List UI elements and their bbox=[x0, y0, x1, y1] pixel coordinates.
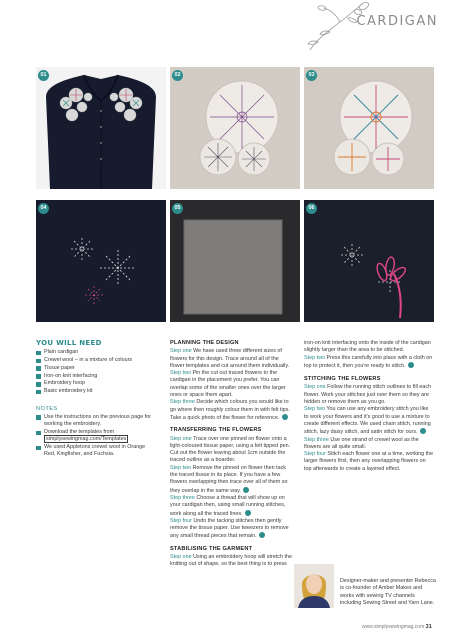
section-heading: STABILISING THE GARMENT bbox=[170, 545, 253, 552]
step-label: Step four bbox=[304, 451, 326, 458]
list-item: Use the instructions on the previous page for working the embroidery. bbox=[36, 414, 154, 429]
page-footer bbox=[362, 624, 432, 630]
running-stitch-photo bbox=[36, 200, 166, 322]
photo-03 bbox=[304, 67, 434, 189]
step-text: Follow the running stitch outlines to fill each flower. Work your stitches just over them so they are hidden or remove them as you go. bbox=[304, 384, 432, 406]
step-label: Step three bbox=[170, 399, 195, 406]
instruction-step bbox=[304, 384, 434, 406]
stitching-photo bbox=[304, 200, 434, 322]
photo-ref-icon bbox=[245, 510, 251, 516]
step-label: Step one bbox=[304, 384, 326, 391]
instruction-step bbox=[170, 554, 294, 569]
materials-list bbox=[36, 349, 154, 395]
instruction-step bbox=[170, 518, 294, 541]
note-text: Download the templates from bbox=[44, 428, 115, 435]
step-label: Step four bbox=[170, 517, 192, 524]
list-item: Tissue paper bbox=[36, 365, 154, 372]
interfacing-photo bbox=[170, 200, 300, 322]
step-text: Choose a thread that will show up on your cardigan then, using small running stitches, work along all the traced lines. bbox=[170, 494, 286, 517]
sidebar-column bbox=[36, 340, 154, 459]
designer-bio: Designer-maker and presenter Rebecca is co-founder of Amber Makes and works with sewing TV channels including Sewing Street and Yarn Lane. bbox=[340, 578, 436, 606]
step-label: Step two bbox=[304, 354, 325, 361]
list-item: Crewel wool – in a mixture of colours bbox=[36, 357, 154, 364]
step-text: Use one strand of crewel wool as the flowers are all quite small. bbox=[304, 436, 419, 450]
you-will-need-heading: YOU WILL NEED bbox=[36, 339, 102, 347]
step-number-badge: 02 bbox=[172, 70, 183, 81]
step-label: Step one bbox=[170, 435, 192, 442]
instruction-step bbox=[304, 406, 434, 436]
step-label: Step two bbox=[170, 370, 191, 377]
notes-list bbox=[36, 414, 154, 459]
step-label: Step two bbox=[304, 406, 325, 413]
list-item: Basic embroidery kit bbox=[36, 388, 154, 395]
step-number-badge: 01 bbox=[38, 70, 49, 81]
photo-ref-icon bbox=[420, 428, 426, 434]
step-text: Decide which colours you would like to go where then roughly colour them in with felt tips. Take a quick photo of the flower for reference. bbox=[170, 399, 290, 421]
page-number: 31 bbox=[425, 624, 432, 630]
step-text: We have used three different sizes of flowers for this design. Trace around all of the flower templates and cut around them individually. bbox=[170, 348, 290, 369]
step-number-badge: 04 bbox=[38, 203, 49, 214]
photo-ref-icon bbox=[259, 532, 265, 538]
step-text: You can use any embroidery stitch you like to work your flowers and it's good to use a mixture to create different effects. We used chain stitch, running stitch, lazy daisy stitch, and satin stitch for ours. bbox=[304, 406, 431, 436]
step-number-badge: 05 bbox=[172, 203, 183, 214]
instruction-step bbox=[304, 437, 434, 452]
photo-ref-icon bbox=[282, 414, 288, 420]
list-item: We used Appletons crewel wool in Orange Red, Kingfisher, and Fuchsia. bbox=[36, 444, 154, 459]
cardigan-photo bbox=[36, 67, 166, 189]
instruction-step bbox=[170, 495, 294, 518]
step-label: Step one bbox=[170, 348, 192, 355]
step-text: Stitch each flower one at a time, working the larger flowers first, then any overlapping flowers on top afterwards to create a layered effect. bbox=[304, 451, 434, 472]
avatar bbox=[294, 564, 334, 608]
list-item: Iron-on knit interfacing bbox=[36, 373, 154, 380]
instruction-step bbox=[304, 355, 434, 371]
section-heading: PLANNING THE DESIGN bbox=[170, 340, 239, 346]
step-text: Trace over one pinned on flower onto a light-coloured tissue paper, using a felt tipped pen. Cut out the flower leaving about 1cm outside the traced outline as a boarder. bbox=[170, 435, 291, 464]
section-title: CARDIGAN bbox=[356, 14, 438, 29]
section-heading: TRANSFERRING THE FLOWERS bbox=[170, 427, 262, 434]
step-label: Step one bbox=[170, 554, 192, 561]
step-label: Step three bbox=[170, 494, 195, 501]
footer-site[interactable]: www.simplysewingmag.com bbox=[362, 624, 425, 630]
notes-heading: NOTES bbox=[36, 405, 58, 412]
templates-link[interactable]: simplysewingmag.com/Templates bbox=[46, 436, 127, 443]
photo-ref-icon bbox=[243, 487, 249, 493]
step-text: Press this carefully into place with a cloth on top to protect it, then you're ready to stitch. bbox=[304, 354, 433, 369]
step-text: Undo the tacking stitches then gently remove the tissue paper. Use tweezers to remove any small thread pieces that remain. bbox=[170, 517, 289, 540]
step-number-badge: 06 bbox=[306, 203, 317, 214]
instruction-step bbox=[170, 370, 294, 399]
step-label: Step three bbox=[304, 436, 329, 443]
photo-ref-icon bbox=[408, 362, 414, 368]
instructions-column-2 bbox=[170, 340, 294, 569]
instruction-continued: iron-on knit interfacing onto the inside of the cardigan slightly larger than the area to be stitched. bbox=[304, 340, 431, 354]
coloured-templates-photo bbox=[304, 67, 434, 189]
instruction-step bbox=[170, 436, 294, 465]
step-text: Using an embroidery hoop will stretch the knitting out of shape, so the best thing is to press bbox=[170, 554, 292, 568]
step-text: Pin the cut out traced flowers to the cardigan in the placement you prefer. You can overlap some of the smaller ones over the larger ones or space them apart. bbox=[170, 370, 286, 399]
instructions-column-3 bbox=[304, 340, 434, 473]
list-item bbox=[36, 429, 154, 444]
list-item: Embroidery hoop bbox=[36, 380, 154, 387]
instruction-step bbox=[304, 451, 434, 473]
instruction-step bbox=[170, 399, 294, 422]
paper-templates-photo bbox=[170, 67, 300, 189]
photo-05 bbox=[170, 200, 300, 322]
step-number-badge: 03 bbox=[306, 70, 317, 81]
instruction-step bbox=[170, 465, 294, 495]
list-item: Plain cardigan bbox=[36, 349, 154, 356]
step-text: Remove the pinned on flower then tack the traced tissue in its place. If you have a few flowers overlapping then trace over all of them so they overlap in the same way. bbox=[170, 464, 288, 494]
photo-04 bbox=[36, 200, 166, 322]
photo-02 bbox=[170, 67, 300, 189]
photo-06 bbox=[304, 200, 434, 322]
photo-01 bbox=[36, 67, 166, 189]
instruction-step bbox=[170, 348, 294, 370]
designer-photo bbox=[294, 564, 334, 608]
section-heading: STITCHING THE FLOWERS bbox=[304, 376, 381, 383]
step-label: Step two bbox=[170, 464, 191, 471]
